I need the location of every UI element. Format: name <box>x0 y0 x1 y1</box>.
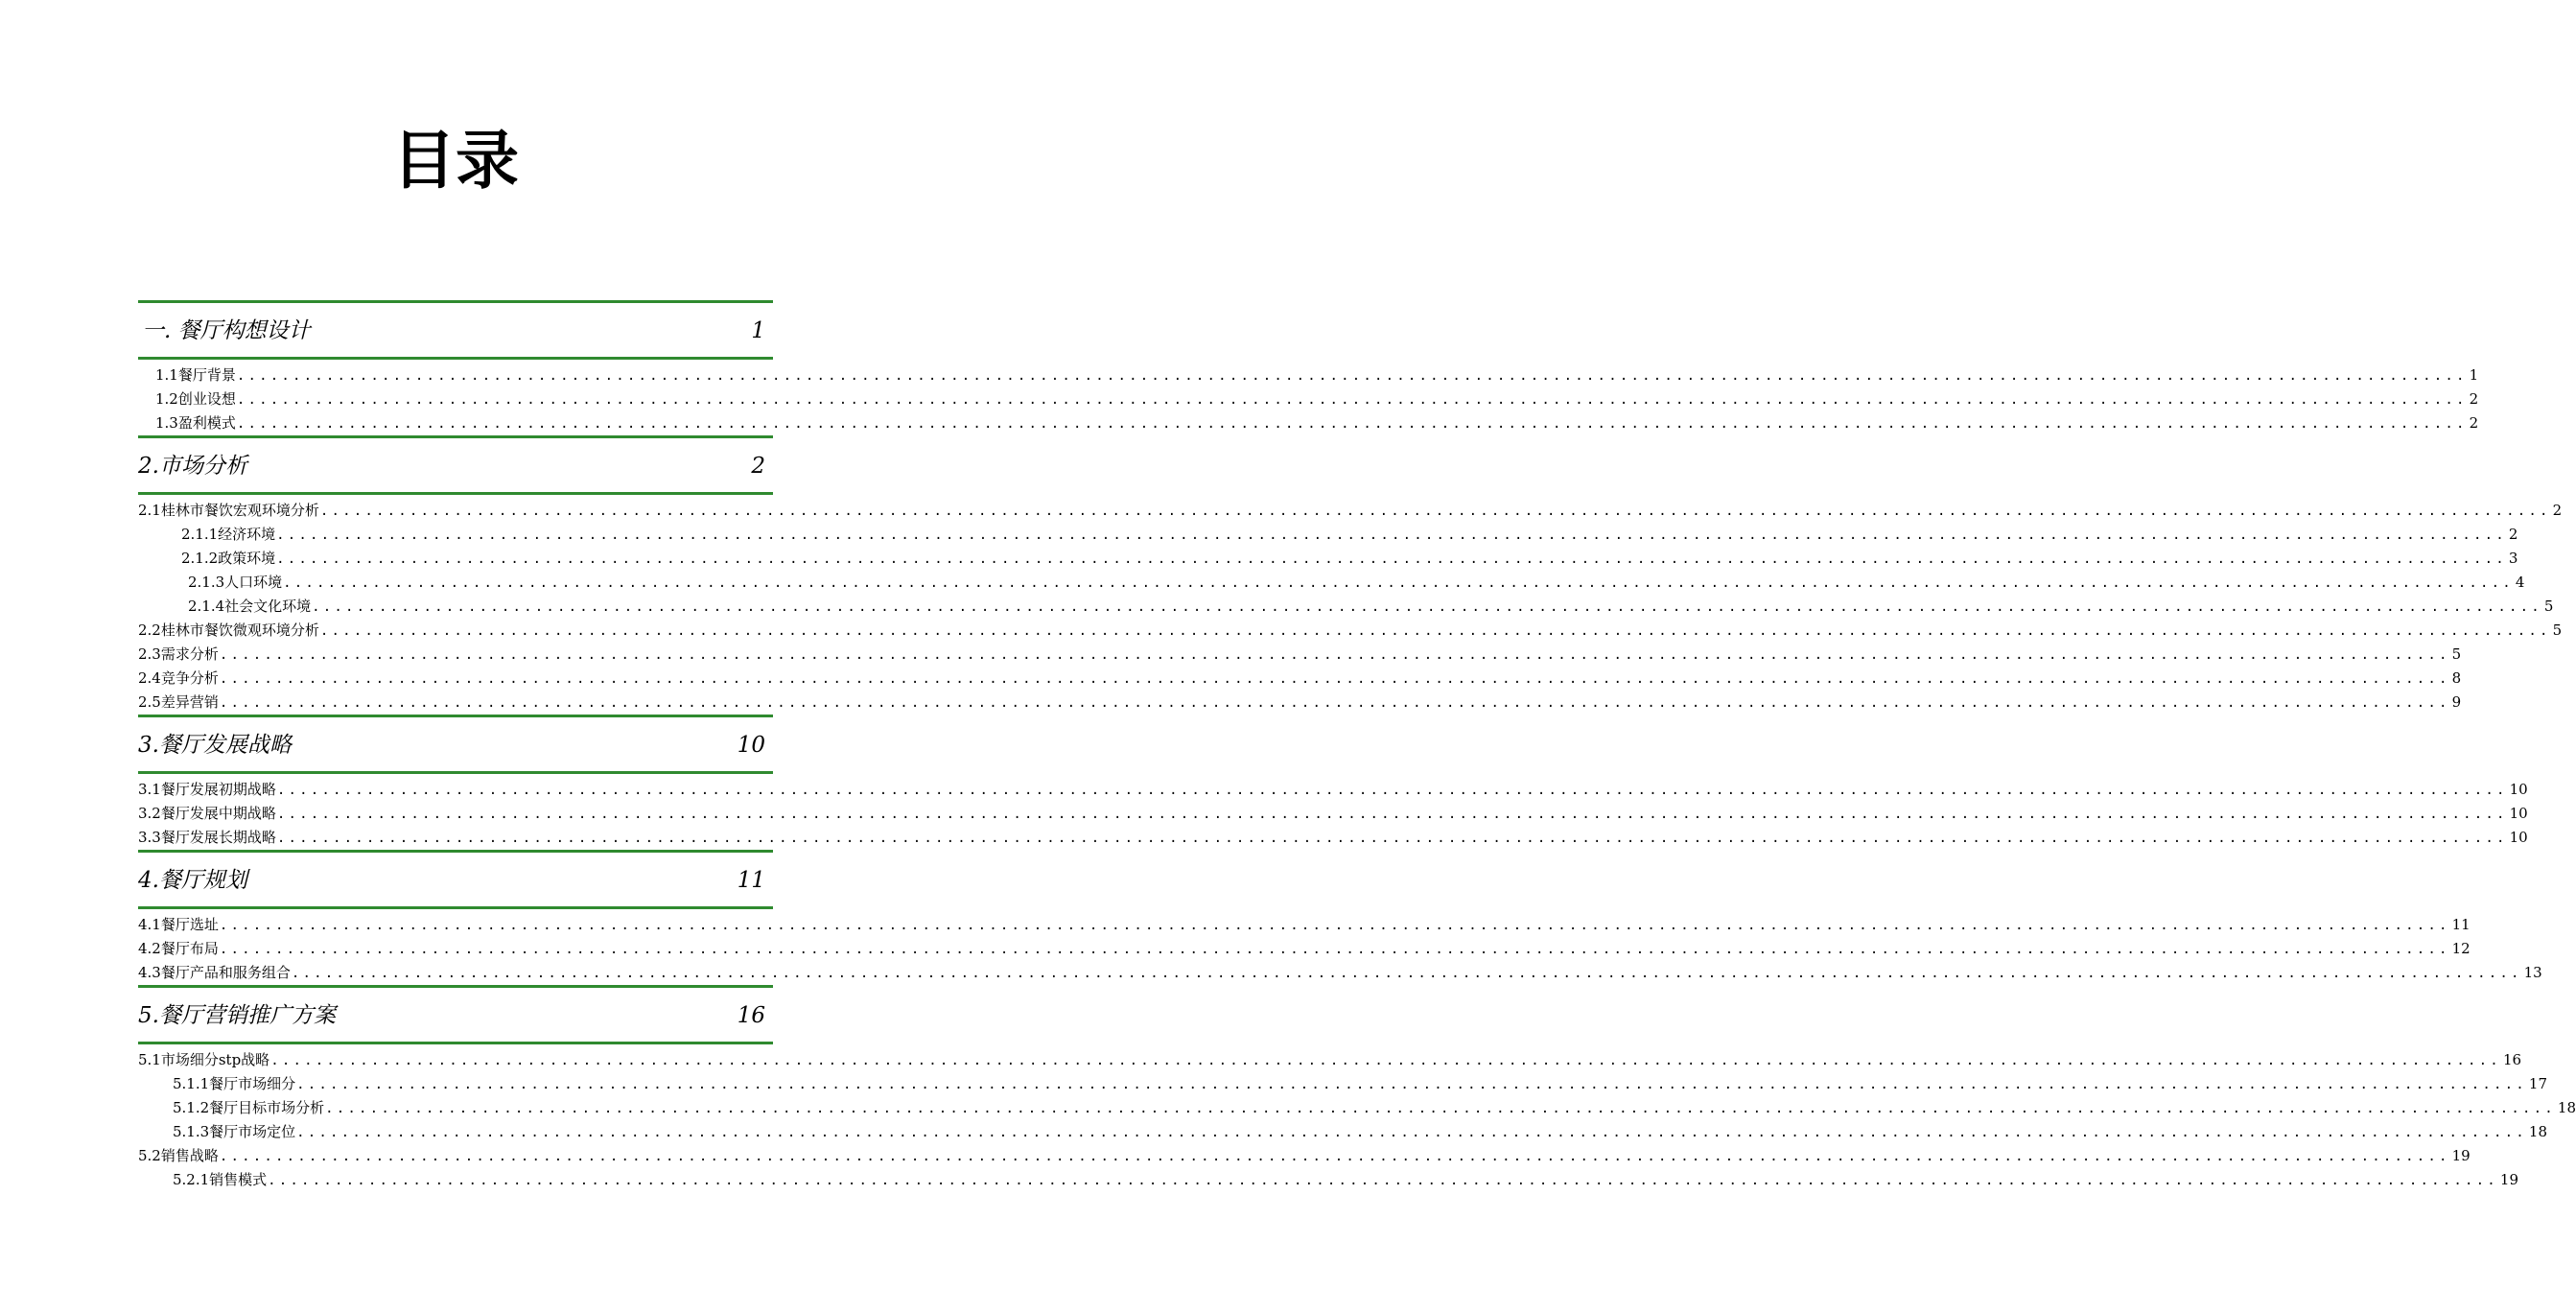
toc-entry[interactable] <box>138 1096 2576 1120</box>
toc-entry-label: 2.1.2政策环境 <box>181 550 276 567</box>
toc-entry[interactable] <box>138 802 2528 826</box>
toc-section <box>138 985 2576 1192</box>
toc-entry-label: 5.2.1销售模式 <box>173 1171 268 1188</box>
toc-entry-label: 2.1.3人口环境 <box>188 574 283 591</box>
toc-entry-page: 10 <box>2509 805 2528 822</box>
dot-leader: ........................................................................................................................................................................................................ <box>219 695 2450 711</box>
toc-entry-page: 1 <box>2469 366 2479 384</box>
dot-leader: ........................................................................................................................................................................................................ <box>219 942 2450 957</box>
toc-entry[interactable] <box>138 619 2563 643</box>
toc-section-header[interactable] <box>138 985 773 1044</box>
toc-entry-page: 4 <box>2515 574 2525 591</box>
toc-section-header[interactable] <box>138 850 773 909</box>
toc-entry[interactable] <box>138 499 2563 523</box>
toc-section-title: 2.市场分析 <box>138 454 247 479</box>
toc-entry[interactable] <box>138 643 2462 667</box>
toc-entry-page: 10 <box>2509 781 2528 798</box>
toc-section-page: 1 <box>751 318 765 343</box>
toc-section-page: 11 <box>737 868 765 893</box>
dot-leader: ........................................................................................................................................................................................................ <box>219 1149 2450 1164</box>
toc-entry-label: 3.2餐厅发展中期战略 <box>138 805 276 822</box>
toc-entry-page: 19 <box>2499 1171 2519 1188</box>
dot-leader: ........................................................................................................................................................................................................ <box>276 783 2508 798</box>
toc-entry-page: 10 <box>2509 829 2528 846</box>
toc-entry-page: 11 <box>2451 916 2471 933</box>
toc-entry[interactable] <box>138 547 2518 571</box>
toc-entry[interactable] <box>138 571 2525 595</box>
table-of-contents <box>138 300 2576 1192</box>
toc-entry-label: 5.1.2餐厅目标市场分析 <box>173 1099 325 1116</box>
toc-entry-page: 12 <box>2451 940 2471 957</box>
dot-leader: ........................................................................................................................................................................................................ <box>325 1101 2556 1116</box>
toc-entry[interactable] <box>138 1072 2548 1096</box>
toc-entry-page: 2 <box>2552 502 2563 519</box>
dot-leader: ........................................................................................................................................................................................................ <box>296 1125 2527 1140</box>
dot-leader: ........................................................................................................................................................................................................ <box>296 1077 2527 1092</box>
toc-entry-page: 9 <box>2451 693 2462 711</box>
toc-entry-label: 4.3餐厅产品和服务组合 <box>138 964 291 981</box>
toc-entry[interactable] <box>138 1120 2548 1144</box>
toc-section-header[interactable] <box>138 300 773 360</box>
toc-entry-label: 2.5差异营销 <box>138 693 219 711</box>
toc-entry-label: 1.3盈利模式 <box>155 414 236 432</box>
dot-leader: ........................................................................................................................................................................................................ <box>291 966 2522 981</box>
toc-section-title: 一. 餐厅构想设计 <box>142 318 311 343</box>
toc-entry-label: 5.1.3餐厅市场定位 <box>173 1123 296 1140</box>
toc-section <box>138 300 2479 435</box>
toc-section <box>138 435 2563 715</box>
toc-entry-page: 18 <box>2557 1099 2576 1116</box>
toc-section-title: 5.餐厅营销推广方案 <box>138 1003 336 1028</box>
toc-entry-page: 2 <box>2469 414 2479 432</box>
toc-section-title: 3.餐厅发展战略 <box>138 733 292 758</box>
toc-entry[interactable] <box>138 523 2518 547</box>
page-title: 目录 <box>392 124 519 198</box>
dot-leader: ........................................................................................................................................................................................................ <box>276 831 2508 846</box>
toc-section-page: 2 <box>751 454 765 479</box>
toc-entry[interactable] <box>138 667 2462 691</box>
toc-entry-label: 2.2桂林市餐饮微观环境分析 <box>138 621 319 639</box>
dot-leader: ........................................................................................................................................................................................................ <box>319 504 2551 519</box>
dot-leader: ........................................................................................................................................................................................................ <box>219 647 2450 663</box>
toc-entry-page: 5 <box>2451 645 2462 663</box>
toc-entry-page: 5 <box>2543 598 2554 615</box>
toc-entry[interactable] <box>138 778 2528 802</box>
toc-entry[interactable] <box>138 363 2479 387</box>
dot-leader: ........................................................................................................................................................................................................ <box>276 527 2507 543</box>
dot-leader: ........................................................................................................................................................................................................ <box>276 807 2508 822</box>
toc-entry-page: 17 <box>2528 1075 2548 1092</box>
dot-leader: ........................................................................................................................................................................................................ <box>236 392 2468 408</box>
toc-entry-page: 18 <box>2528 1123 2548 1140</box>
toc-entry-page: 2 <box>2469 390 2479 408</box>
dot-leader: ........................................................................................................................................................................................................ <box>312 599 2542 615</box>
toc-entry-label: 4.1餐厅选址 <box>138 916 219 933</box>
toc-entry-page: 3 <box>2508 550 2518 567</box>
toc-entry[interactable] <box>138 913 2471 937</box>
toc-section-page: 16 <box>737 1003 765 1028</box>
toc-entry-label: 2.1桂林市餐饮宏观环境分析 <box>138 502 319 519</box>
toc-section-header[interactable] <box>138 715 773 774</box>
dot-leader: ........................................................................................................................................................................................................ <box>283 575 2514 591</box>
toc-entry[interactable] <box>138 937 2471 961</box>
toc-entry[interactable] <box>138 1144 2471 1168</box>
toc-entry[interactable] <box>138 1168 2519 1192</box>
dot-leader: ........................................................................................................................................................................................................ <box>319 623 2551 639</box>
toc-entry-page: 5 <box>2552 621 2563 639</box>
toc-entry-page: 2 <box>2508 526 2518 543</box>
toc-entry-page: 13 <box>2523 964 2542 981</box>
dot-leader: ........................................................................................................................................................................................................ <box>236 368 2468 384</box>
toc-entry-label: 2.1.4社会文化环境 <box>188 598 312 615</box>
toc-entry-label: 1.2创业设想 <box>155 390 236 408</box>
dot-leader: ........................................................................................................................................................................................................ <box>268 1173 2498 1188</box>
toc-section-page: 10 <box>737 733 765 758</box>
dot-leader: ........................................................................................................................................................................................................ <box>219 918 2450 933</box>
toc-entry[interactable] <box>138 595 2554 619</box>
toc-entry[interactable] <box>138 1048 2522 1072</box>
dot-leader: ........................................................................................................................................................................................................ <box>270 1053 2501 1068</box>
toc-entry-page: 19 <box>2451 1147 2471 1164</box>
toc-entry-label: 1.1餐厅背景 <box>155 366 236 384</box>
toc-entry-label: 2.3需求分析 <box>138 645 219 663</box>
toc-entry-label: 4.2餐厅布局 <box>138 940 219 957</box>
toc-section <box>138 715 2528 850</box>
dot-leader: ........................................................................................................................................................................................................ <box>276 551 2507 567</box>
toc-section-header[interactable] <box>138 435 773 495</box>
toc-section-title: 4.餐厅规划 <box>138 868 247 893</box>
toc-entry-label: 3.3餐厅发展长期战略 <box>138 829 276 846</box>
toc-section <box>138 850 2542 985</box>
toc-entry-page: 8 <box>2451 669 2462 687</box>
dot-leader: ........................................................................................................................................................................................................ <box>219 671 2450 687</box>
toc-entry-page: 16 <box>2502 1051 2522 1068</box>
toc-entry[interactable] <box>138 387 2479 411</box>
toc-entry-label: 5.1.1餐厅市场细分 <box>173 1075 296 1092</box>
toc-entry-label: 5.2销售战略 <box>138 1147 219 1164</box>
toc-entry-label: 2.1.1经济环境 <box>181 526 276 543</box>
toc-entry-label: 3.1餐厅发展初期战略 <box>138 781 276 798</box>
dot-leader: ........................................................................................................................................................................................................ <box>236 416 2468 432</box>
toc-entry-label: 5.1市场细分stp战略 <box>138 1051 270 1068</box>
toc-entry-label: 2.4竞争分析 <box>138 669 219 687</box>
